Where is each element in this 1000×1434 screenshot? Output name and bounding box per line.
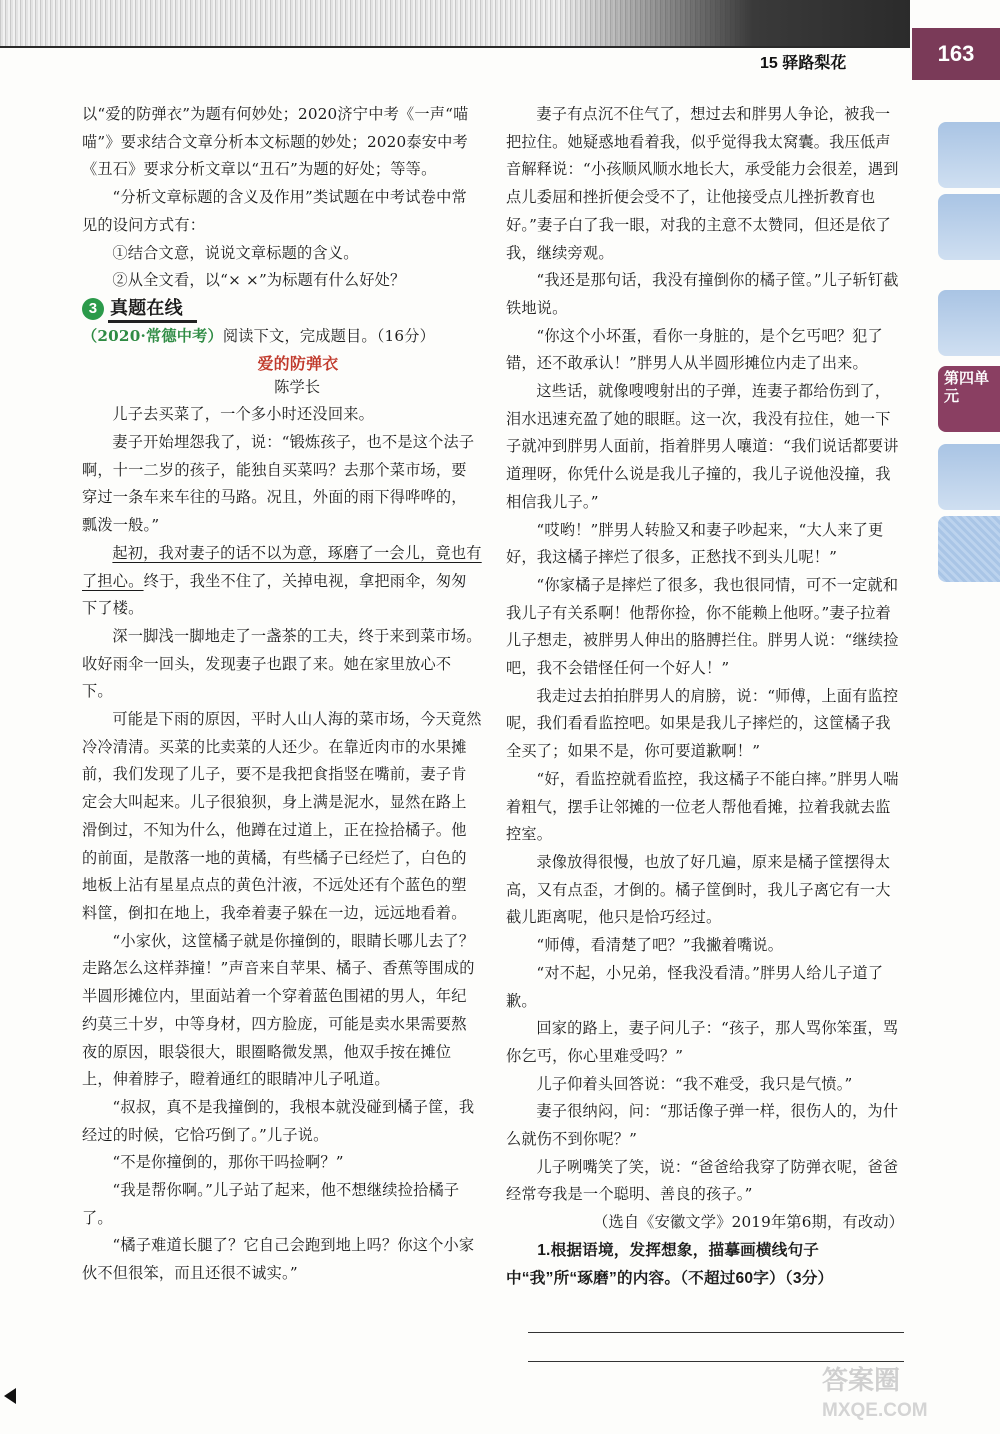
article-paragraph: 录像放得很慢，也放了好几遍，原来是橘子筐摆得太高，又有点歪，才倒的。橘子筐倒时，我儿子离它有一大截儿距离呢，他只是恰巧经过。 xyxy=(506,852,891,927)
article-paragraph: “你这个小坏蛋，看你一身脏的，是个乞丐吧？犯了错，还不敢承认！”胖男人从半圆形摊位内走了出来。 xyxy=(506,326,883,373)
intro-paragraph: “分析文章标题的含义及作用”类试题在中考试卷中常见的设问方式有： xyxy=(82,188,467,234)
page-corner-arrow-icon xyxy=(4,1388,16,1404)
exam-instruction xyxy=(82,323,482,351)
article-paragraph: “对不起，小兄弟，怪我没看清。”胖男人给儿子道了歉。 xyxy=(506,963,884,1010)
intro-paragraph: 以“爱的防弹衣”为题有何妙处；2020济宁中考《一声“喵喵”》要求结合文章分析本文标题的妙处；2020泰安中考《丑石》要求分析文章以“丑石”为题的好处；等等。 xyxy=(82,105,469,179)
side-tab-active-unit[interactable]: 第四单元 xyxy=(938,366,1000,432)
watermark-logo: 答案圈 xyxy=(822,1365,901,1395)
article-paragraph: “哎哟！”胖男人转脸又和妻子吵起来，“大人来了更好，我这橘子摔烂了很多，正愁找不到头儿呢！” xyxy=(506,520,884,567)
side-tab-3[interactable] xyxy=(938,290,1000,356)
side-tab-5[interactable] xyxy=(938,444,1000,510)
exam-source: （2020·常德中考） xyxy=(82,326,223,345)
article-paragraph: “我还是那句话，我没有撞倒你的橘子筐。”儿子斩钉截铁地说。 xyxy=(506,271,899,317)
article-paragraph: 深一脚浅一脚地走了一盏茶的工夫，终于来到菜市场。收好雨伞一回头，发现妻子也跟了来。她在家里放心不下。 xyxy=(82,626,482,701)
chapter-title: 15 驿路梨花 xyxy=(760,55,847,72)
answer-line[interactable] xyxy=(528,1333,904,1362)
article-paragraph: “橘子难道长腿了？它自己会跑到地上吗？你这个小家伙不但很笨，而且还很不诚实。” xyxy=(82,1236,475,1283)
paragraph-continuation: 终于，我坐不住了，关掉电视，拿把雨伞，匆匆下了楼。 xyxy=(82,571,467,618)
article-paragraph: 儿子仰着头回答说：“我不难受，我只是气愤。” xyxy=(536,1074,853,1093)
article-paragraph: 可能是下雨的原因，平时人山人海的菜市场，今天竟然冷冷清清。买菜的比卖菜的人还少。在靠近肉市的水果摊前，我们发现了儿子，要不是我把食指竖在嘴前，妻子肯定会大叫起来。儿子很狼狈，身上满是泥水，显然在路上滑倒过，不知为什么，他蹲在过道上，正在捡拾橘子。他的前面，是散落一地的黄橘，有些橘子已经烂了，白色的地板上沾有星星点点的黄色汁液，不远处还有个蓝色的塑料筐，倒扣在地上，我牵着妻子躲在一边，远远地看着。 xyxy=(82,710,482,922)
article-title: 爱的防弹衣 xyxy=(257,355,339,373)
side-tab-6[interactable] xyxy=(938,516,1000,582)
right-column xyxy=(506,101,904,1362)
article-paragraph: “你家橘子是摔烂了很多，我也很同情，可不一定就和我儿子有关系啊！他帮你捡，你不能赖上他呀。”妻子拉着儿子想走，被胖男人伸出的胳膊拦住。胖男人说：“继续捡吧，我不会错怪任何一个好人！” xyxy=(506,575,899,678)
page-number: 163 xyxy=(912,28,1000,80)
underlined-sentence: 起初，我对妻子的话不以为意，琢磨了一会儿，竟也有了担心。 xyxy=(82,543,482,590)
watermark-url: MXQE.COM xyxy=(822,1400,928,1421)
article-paragraph: 妻子很纳闷，问：“那话像子弹一样，很伤人的，为什么就伤不到你呢？” xyxy=(506,1102,899,1149)
article-paragraph: “好，看监控就看监控，我这橘子不能白摔。”胖男人喘着粗气，摆手让邻摊的一位老人帮他看摊，拉着我就去监控室。 xyxy=(506,769,899,844)
article-paragraph: 儿子咧嘴笑了笑，说：“爸爸给我穿了防弹衣呢，爸爸经常夸我是一个聪明、善良的孩子。” xyxy=(506,1157,899,1204)
article-citation: （选自《安徽文学》2019年第6期，有改动） xyxy=(593,1213,904,1232)
answer-line[interactable] xyxy=(528,1304,904,1333)
article-paragraph: 儿子去买菜了，一个多小时还没回来。 xyxy=(112,405,374,424)
article-paragraph: “我是帮你啊。”儿子站了起来，他不想继续捡拾橘子了。 xyxy=(82,1181,460,1227)
article-paragraph: 回家的路上，妻子问儿子：“孩子，那人骂你笨蛋，骂你乞丐，你心里难受吗？” xyxy=(506,1019,899,1065)
question-pattern-item: ②从全文看，以“× ×”为标题有什么好处？ xyxy=(112,271,406,290)
article-paragraph: 妻子有点沉不住气了，想过去和胖男人争论，被我一把拉住。她疑惑地看着我，似乎觉得我太窝囊。我压低声音解释说：“小孩顺风顺水地长大，承受能力会很差，遇到点儿委屈和挫折便会受不了，让他接受点儿挫折教育也好。”妻子白了我一眼，对我的主意不太赞同，但还是依了我，继续旁观。 xyxy=(506,105,899,262)
article-paragraph xyxy=(82,540,482,623)
article-paragraph: 我走过去拍拍胖男人的肩膀，说：“师傅，上面有监控呢，我们看看监控吧。如果是我儿子摔烂的，这筐橘子我全买了；如果不是，你可要道歉啊！” xyxy=(506,686,899,761)
article-paragraph: “不是你撞倒的，那你干吗捡啊？” xyxy=(112,1153,344,1172)
section-heading xyxy=(82,295,482,323)
section-title: 真题在线 xyxy=(108,294,197,323)
article-paragraph: 妻子开始埋怨我了，说：“锻炼孩子，也不是这个法子啊，十一二岁的孩子，能独自买菜吗？去那个菜市场，要穿过一条车来车往的马路。况且，外面的雨下得哗哗的，瓢泼一般。” xyxy=(82,433,475,535)
header-dark-band xyxy=(560,0,910,46)
question-pattern-item: ①结合文意，说说文章标题的含义。 xyxy=(112,243,359,262)
article-paragraph: “叔叔，真不是我撞倒的，我根本就没碰到橘子筐，我经过的时候，它恰巧倒了。”儿子说。 xyxy=(82,1097,475,1144)
question-1: 1.根据语境，发挥想象，描摹画横线句子中“我”所“琢磨”的内容。（不超过60字）（3分） xyxy=(506,1241,834,1287)
article-paragraph: 这些话，就像嗖嗖射出的子弹，连妻子都给伤到了，泪水迅速充盈了她的眼眶。这一次，我没有拉住，她一下子就冲到胖男人面前，指着胖男人嚷道：“我们说话都要讲道理呀，你凭什么说是我儿子撞的，我儿子说他没撞，我相信我儿子。” xyxy=(506,382,899,511)
left-column xyxy=(82,101,482,1288)
side-tab-1[interactable] xyxy=(938,122,1000,188)
article-author: 陈学长 xyxy=(274,377,321,396)
section-number-badge: 3 xyxy=(82,298,104,320)
instruction-text: 阅读下文，完成题目。（16分） xyxy=(222,326,436,345)
article-paragraph: “小家伙，这筐橘子就是你撞倒的，眼睛长哪儿去了？走路怎么这样莽撞！”声音来自苹果、橘子、香蕉等围成的半圆形摊位内，里面站着一个穿着蓝色围裙的男人，年纪约莫三十岁，中等身材，四方脸庞，可能是卖水果需要熬夜的原因，眼袋很大，眼圈略微发黑，他双手按在摊位上，伸着脖子，瞪着通红的眼睛冲儿子吼道。 xyxy=(82,931,475,1089)
article-paragraph: “师傅，看清楚了吧？”我撇着嘴说。 xyxy=(536,936,784,955)
side-tab-2[interactable] xyxy=(938,194,1000,260)
